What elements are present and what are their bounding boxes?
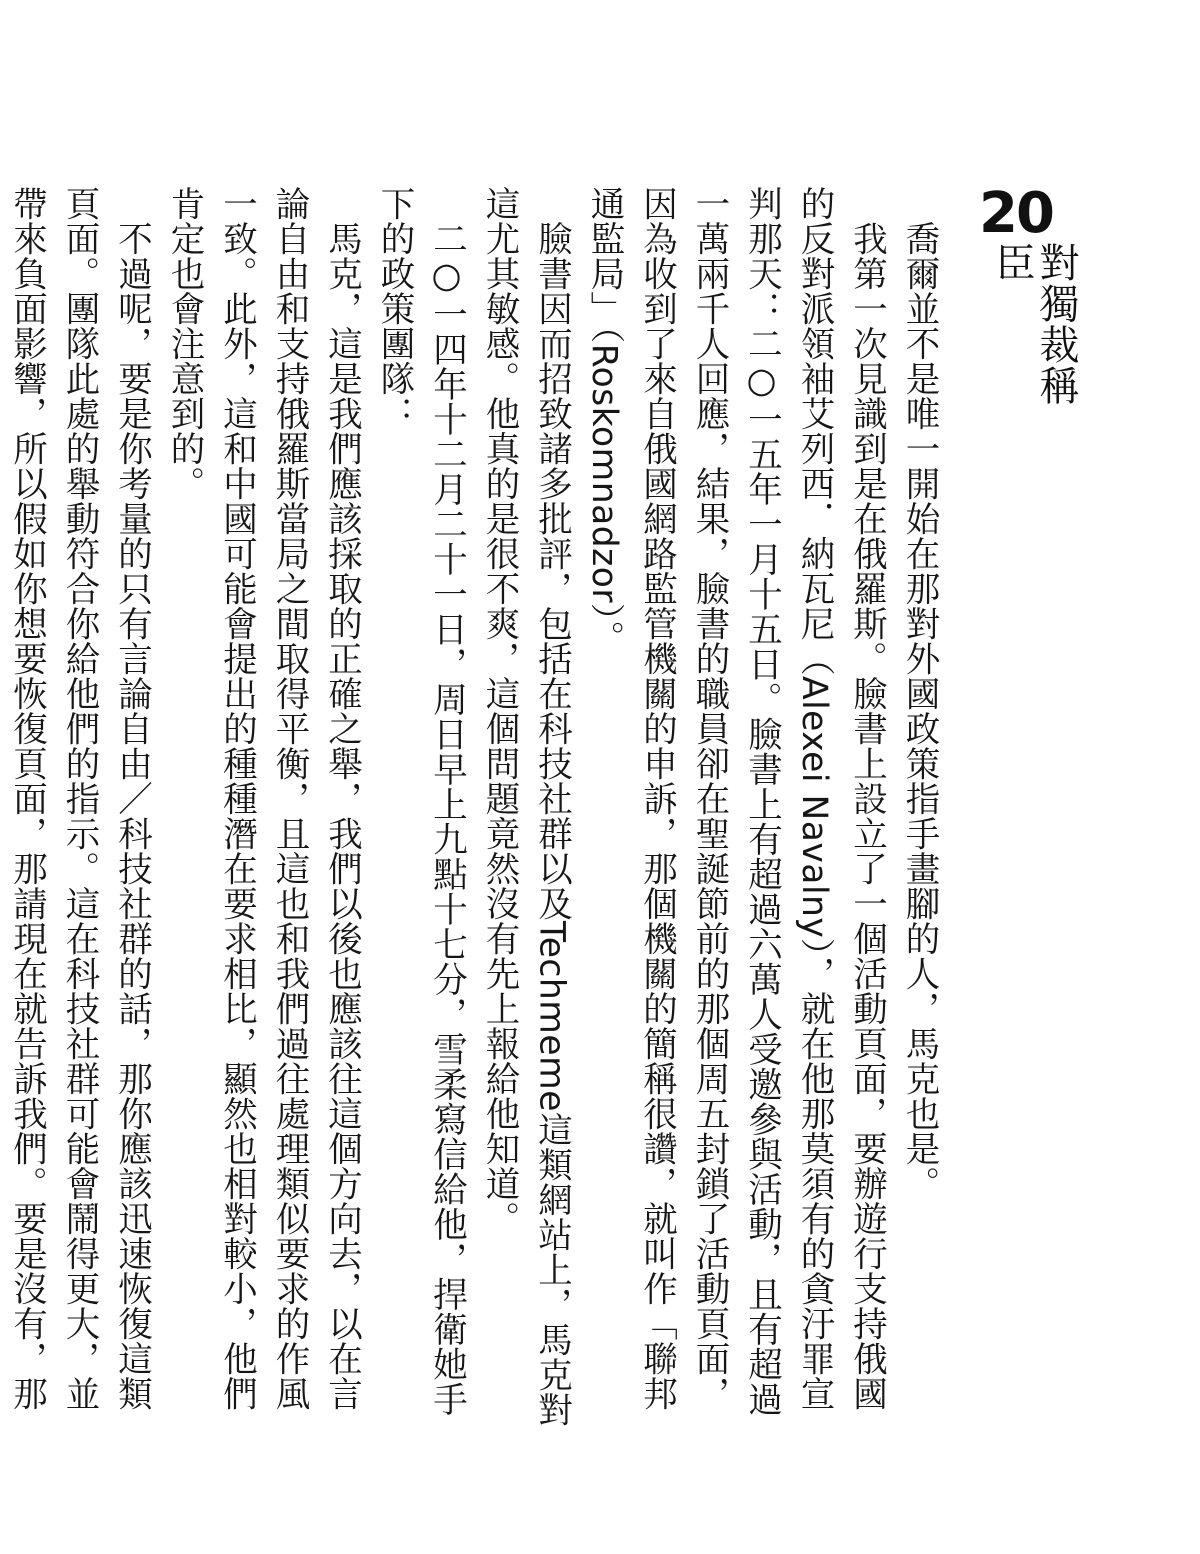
paragraph: 喬爾並不是唯一開始在那對外國政策指手畫腳的人，馬克也是。 xyxy=(899,220,939,1201)
paragraph: 臉書因而招致諸多批評，包括在科技社群以及Techmeme這類網站上，馬克對這尤其敏感。他真的是很不爽，這個問題竟然沒有先上報給他知道。 xyxy=(479,186,572,1427)
body-text xyxy=(6,186,945,1436)
paragraph: 二○一四年十二月二十一日，周日早上九點十七分，雪柔寫信給他，捍衛她手下的政策團隊： xyxy=(374,186,467,1416)
paragraph: 我第一次見識到是在俄羅斯。臉書上設立了一個活動頁面，要辦遊行支持俄國的反對派領袖艾列西．納瓦尼（Alexei Navalny），就在他那莫須有的貪汙罪宣判那天：二○一五年一月十五日。臉書上有超過六萬人受邀參與活動，且有超過一萬兩千人回應，結果，臉書的職員卻在聖誕節前的那個周五封鎖了活動頁面，因為收到了來自俄國網路監管機關的申訴，那個機關的簡稱很讚，就叫作「聯邦通監局」（Roskomnadzor）。 xyxy=(584,186,887,1417)
chapter-title: 對獨裁稱臣 xyxy=(989,242,1079,406)
block-quote-paragraph: 馬克，這是我們應該採取的正確之舉，我們以後也應該往這個方向去，以在言論自由和支持俄羅斯當局之間取得平衡，且這也和我們過往處理類似要求的作風一致。此外，這和中國可能會提出的種種潛在要求相比，顯然也相對較小，他們肯定也會注意到的。 xyxy=(164,186,362,1411)
chapter-number: 20 xyxy=(979,181,1053,246)
block-quote-paragraph: 不過呢，要是你考量的只有言論自由／科技社群的話，那你應該迅速恢復這類頁面。團隊此處的舉動符合你給他們的指示。這在科技社群可能會鬧得更大，並帶來負面影響，所以假如你想要恢復頁面，那請現在就告訴我們。要是沒有，那 xyxy=(6,186,152,1411)
